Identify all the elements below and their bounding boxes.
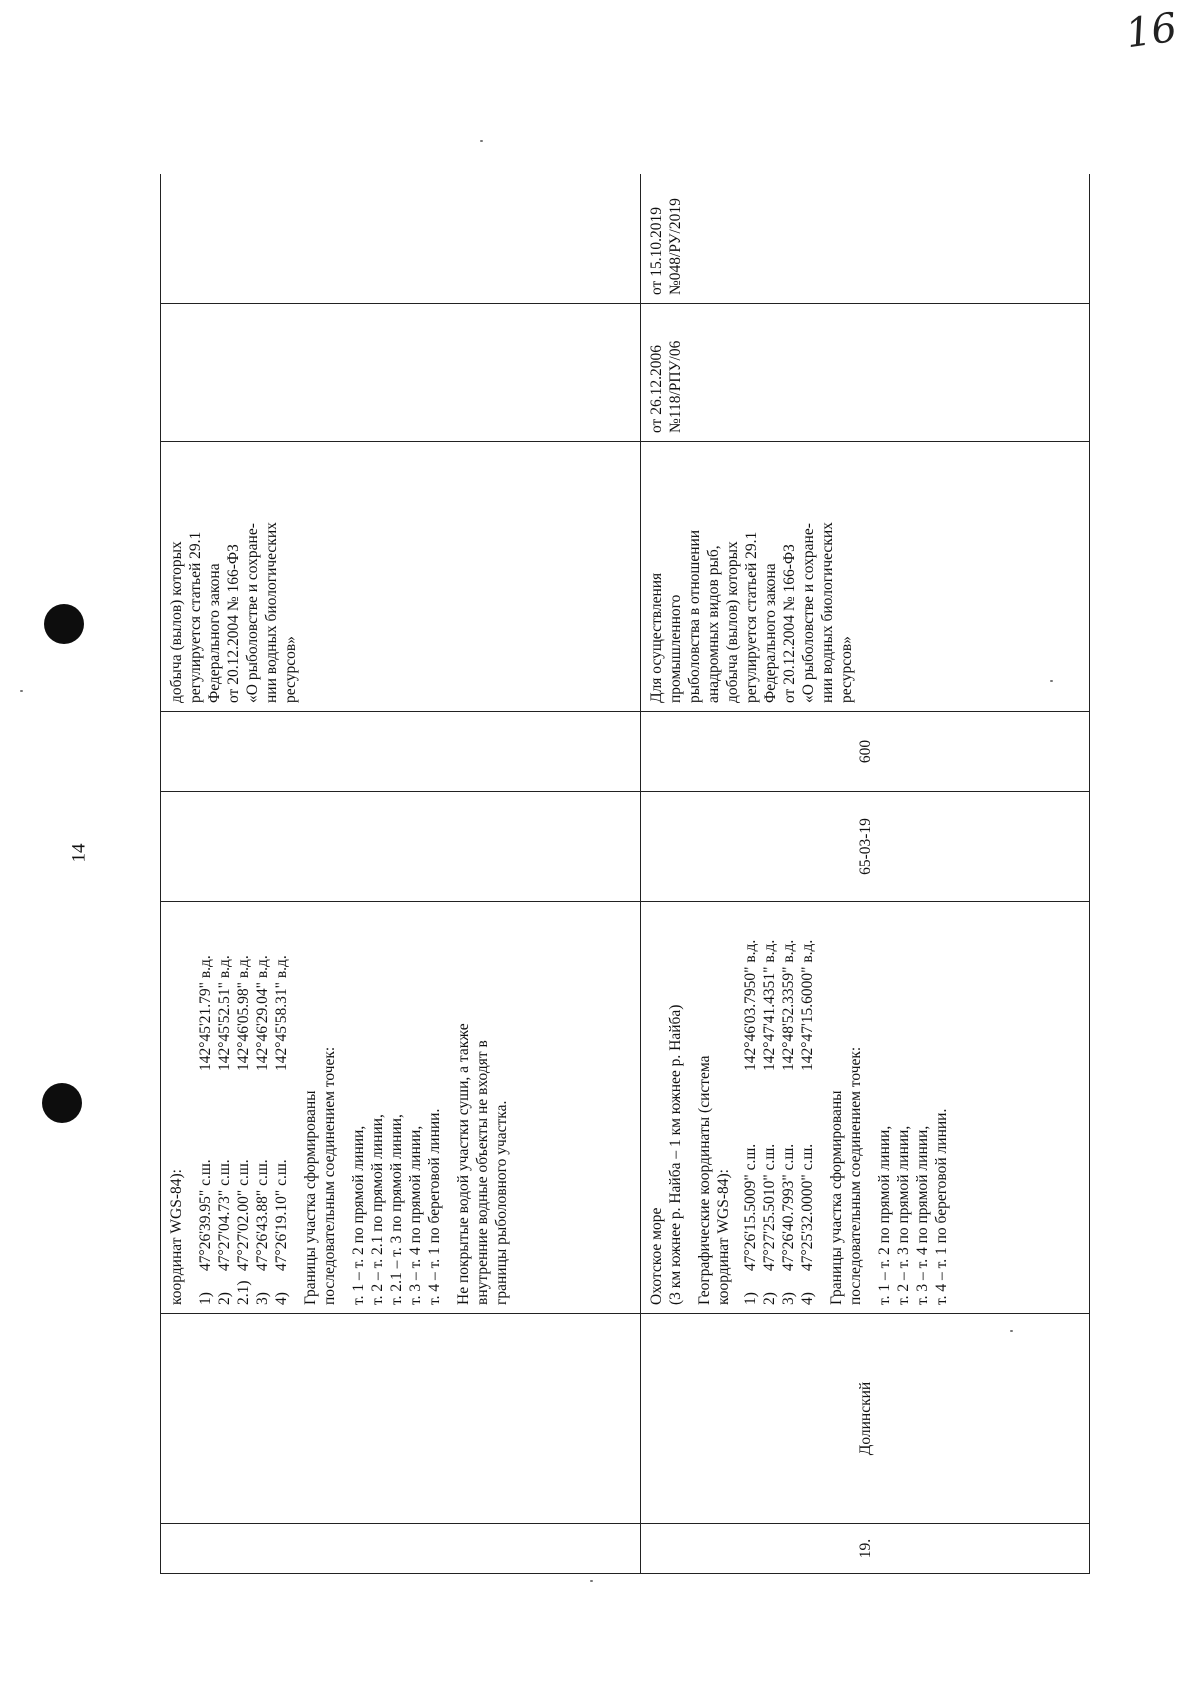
scan-speck: [590, 1580, 593, 1582]
purpose-line: Для осуществления: [648, 572, 665, 703]
doc-2-number: №048/РУ/2019: [667, 198, 684, 295]
boundary-line: т. 3 – т. 4 по прямой линии,: [914, 1125, 931, 1305]
registry-table-rotated: [160, 174, 1090, 1574]
cell-doc-1: [161, 304, 641, 442]
table-row-continuation: [161, 174, 641, 1574]
registry-table-page: [160, 174, 1090, 1574]
cell-purpose: [161, 442, 641, 712]
purpose-line: нии водных биологических: [819, 522, 836, 703]
coord-item: 2) 47°27'04.73" с.ш. 142°45'52.51" в.д.: [216, 955, 233, 1305]
boundary-line: т. 3 – т. 4 по прямой линии,: [407, 1125, 424, 1305]
boundary-title: последовательным соединением точек:: [847, 1046, 864, 1305]
doc-2-date: от 15.10.2019: [648, 207, 665, 295]
purpose-line: рыболовства в отношении: [686, 529, 703, 703]
purpose-line: промышленного: [667, 594, 684, 703]
coords-header: координат WGS-84):: [168, 1169, 185, 1305]
cell-doc-1: [641, 304, 1090, 442]
area-code: 65-03-19: [641, 792, 1090, 902]
purpose-line: Федерального закона: [206, 563, 223, 703]
purpose-line: от 20.12.2004 № 166-ФЗ: [781, 544, 798, 703]
doc-1-number: №118/РПУ/06: [667, 340, 684, 433]
purpose-line: «О рыболовстве и сохране-: [244, 523, 261, 703]
boundary-line: т. 2 – т. 2.1 по прямой линии,: [369, 1114, 386, 1305]
cell-doc-2: [161, 174, 641, 304]
purpose-line: Федерального закона: [762, 563, 779, 703]
cell-doc-2: [641, 174, 1090, 304]
purpose-line: регулируется статьей 29.1: [187, 531, 204, 703]
cell-area: [161, 712, 641, 792]
handwritten-page-number: 16: [1123, 4, 1180, 58]
coords-list: [741, 910, 817, 1305]
boundary-lines: [349, 910, 444, 1305]
purpose-line: ресурсов»: [282, 636, 299, 703]
location-detail: (3 км южнее р. Найба – 1 км южнее р. Найба): [667, 1004, 684, 1305]
table-row-19: [641, 174, 1090, 1574]
cell-number: [161, 1524, 641, 1574]
doc-1-date: от 26.12.2006: [648, 345, 665, 433]
scan-speck: [20, 690, 23, 692]
cell-location: [641, 902, 1090, 1314]
cell-district: [161, 1314, 641, 1524]
coord-item: 1) 47°26'15.5009" с.ш. 142°46'03.7950" в.д.: [742, 939, 759, 1305]
geo-coords-header: Географические координаты (система: [696, 1055, 713, 1305]
note-line: Не покрытые водой участки суши, а также: [455, 1023, 472, 1305]
boundary-line: т. 4 – т. 1 по береговой линии.: [426, 1108, 443, 1305]
coord-item: 4) 47°26'19.10" с.ш. 142°45'58.31" в.д.: [273, 955, 290, 1305]
purpose-line: добыча (вылов) которых: [724, 541, 741, 703]
purpose-line: регулируется статьей 29.1: [743, 531, 760, 703]
boundary-line: т. 1 – т. 2 по прямой линии,: [350, 1125, 367, 1305]
boundary-line: т. 1 – т. 2 по прямой линии,: [876, 1125, 893, 1305]
note-line: границы рыболовного участка.: [493, 1100, 510, 1305]
punch-hole: [42, 1083, 82, 1123]
boundary-line: т. 4 – т. 1 по береговой линии.: [933, 1108, 950, 1305]
purpose-line: ресурсов»: [838, 636, 855, 703]
coord-item: 2) 47°27'25.5010" с.ш. 142°47'41.4351" в.д.: [761, 939, 778, 1305]
row-number: 19.: [641, 1524, 1090, 1574]
district-name: Долинский: [641, 1314, 1090, 1524]
coord-item: 2.1) 47°27'02.00" с.ш. 142°46'05.98" в.д.: [235, 955, 252, 1305]
purpose-line: добыча (вылов) которых: [168, 541, 185, 703]
boundary-line: т. 2.1 – т. 3 по прямой линии,: [388, 1114, 405, 1305]
coord-item: 3) 47°26'40.7993" с.ш. 142°48'52.3359" в.д.: [780, 939, 797, 1305]
boundary-line: т. 2 – т. 3 по прямой линии,: [895, 1125, 912, 1305]
boundary-title: Границы участка сформированы: [828, 1090, 845, 1305]
page-number: 14: [68, 843, 90, 863]
geo-coords-header: координат WGS-84):: [715, 1169, 732, 1305]
coord-item: 1) 47°26'39.95" с.ш. 142°45'21.79" в.д.: [197, 955, 214, 1305]
purpose-line: от 20.12.2004 № 166-ФЗ: [225, 544, 242, 703]
boundary-title: Границы участка сформированы: [302, 1090, 319, 1305]
coord-item: 3) 47°26'43.88" с.ш. 142°46'29.04" в.д.: [254, 955, 271, 1305]
note: [454, 910, 511, 1305]
scan-speck: [480, 140, 483, 142]
boundary-title: последовательным соединением точек:: [321, 1046, 338, 1305]
purpose-line: анадромных видов рыб,: [705, 545, 722, 703]
coords-list: [196, 910, 291, 1305]
coord-item: 4) 47°25'32.0000" с.ш. 142°47'15.6000" в.д.: [799, 939, 816, 1305]
cell-code: [161, 792, 641, 902]
purpose-line: «О рыболовстве и сохране-: [800, 523, 817, 703]
purpose-line: нии водных биологических: [263, 522, 280, 703]
cell-location: [161, 902, 641, 1314]
location-name: Охотское море: [648, 1207, 665, 1305]
area-size: 600: [641, 712, 1090, 792]
registry-table: [160, 174, 1090, 1574]
punch-hole: [44, 604, 84, 644]
note-line: внутренние водные объекты не входят в: [474, 1040, 491, 1305]
boundary-lines: [875, 910, 951, 1305]
cell-purpose: [641, 442, 1090, 712]
